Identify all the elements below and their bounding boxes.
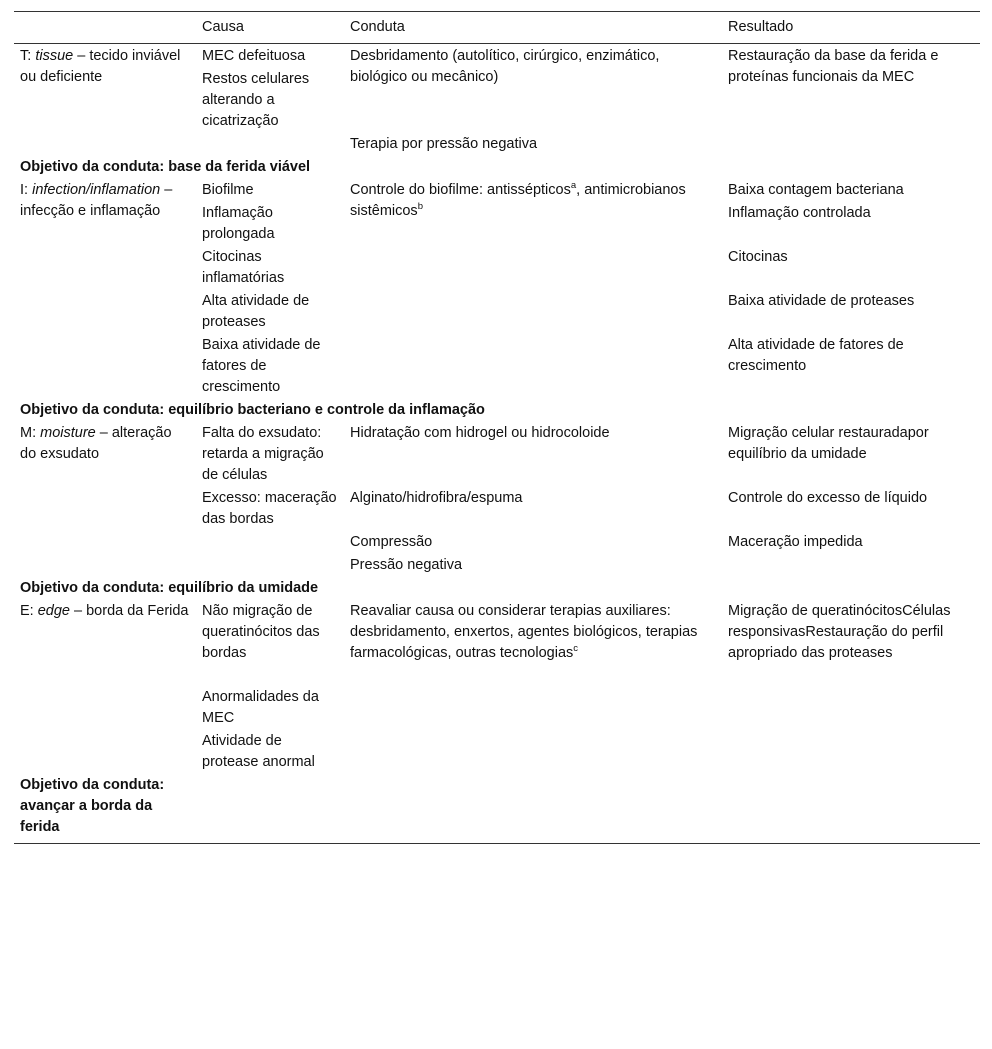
cause-cell: Restos celulares alterando a cicatrização xyxy=(202,71,310,129)
result-cell: Maceração impedida xyxy=(728,534,863,550)
cause-cell: Inflamação prolongada xyxy=(202,205,275,242)
result-cell: Alta atividade de fatores de crescimento xyxy=(728,337,904,374)
table-row xyxy=(14,44,980,69)
row-label-edge: E: edge – borda da Ferida xyxy=(20,603,189,619)
result-cell: Inflamação controlada xyxy=(728,205,871,221)
goal-tissue: Objetivo da conduta: base da ferida viável xyxy=(20,159,311,175)
goal-edge: Objetivo da conduta: avançar a borda da ferida xyxy=(20,777,165,835)
header-col1 xyxy=(14,12,196,44)
table-row xyxy=(14,422,980,487)
result-cell: Citocinas xyxy=(728,249,788,265)
conduct-cell: Terapia por pressão negativa xyxy=(350,136,538,152)
goal-row xyxy=(14,156,980,179)
table-row xyxy=(14,600,980,665)
cause-cell: Baixa atividade de fatores de crescimento xyxy=(202,337,321,395)
conduct-cell: Hidratação com hidrogel ou hidrocoloide xyxy=(350,425,610,441)
header-result: Resultado xyxy=(722,12,980,44)
result-cell: Controle do excesso de líquido xyxy=(728,490,928,506)
cause-cell: Alta atividade de proteases xyxy=(202,293,310,330)
cause-cell: Citocinas inflamatórias xyxy=(202,249,285,286)
result-cell: Migração celular restauradapor equilíbrio da umidade xyxy=(728,425,929,462)
cause-cell: Anormalidades da MEC xyxy=(202,689,319,726)
conduct-cell: Reavaliar causa ou considerar terapias auxiliares: desbridamento, enxertos, agentes biológicos, terapias farmacológicas, outras tecnologias$^c$ xyxy=(350,603,698,661)
wound-management-table xyxy=(14,11,980,844)
table-row xyxy=(14,179,980,202)
cause-cell xyxy=(196,554,344,577)
conduct-cell: Desbridamento (autolítico, cirúrgico, enzimático, biológico ou mecânico) xyxy=(350,48,660,85)
conduct-cell: Pressão negativa xyxy=(350,557,463,573)
table-header-row xyxy=(14,12,980,44)
row-label-infection: I: infection/inflamation – infecção e inflamação xyxy=(20,182,173,219)
result-cell xyxy=(722,133,980,156)
row-label-moisture: M: moisture – alteração do exsudato xyxy=(20,425,172,462)
header-conduct: Conduta xyxy=(344,12,722,44)
conduct-cell: Controle do biofilme: antissépticos$^a$, antimicrobianos sistêmicos$^b$ xyxy=(350,180,686,219)
goal-row xyxy=(14,774,980,844)
goal-row xyxy=(14,577,980,600)
result-cell: Baixa atividade de proteases xyxy=(728,293,915,309)
cause-cell: MEC defeituosa xyxy=(202,48,306,64)
header-cause: Causa xyxy=(196,12,344,44)
conduct-cell: Alginato/hidrofibra/espuma xyxy=(350,490,523,506)
cause-cell: Falta do exsudato: retarda a migração de células xyxy=(202,425,324,483)
cause-cell xyxy=(196,133,344,156)
cause-cell xyxy=(196,531,344,554)
conduct-cell: Compressão xyxy=(350,534,433,550)
goal-moisture: Objetivo da conduta: equilíbrio da umidade xyxy=(20,580,319,596)
cause-cell: Atividade de protease anormal xyxy=(202,733,315,770)
result-cell: Restauração da base da ferida e proteínas funcionais da MEC xyxy=(728,48,939,85)
goal-infection: Objetivo da conduta: equilíbrio bacteriano e controle da inflamação xyxy=(20,402,485,418)
result-cell: Baixa contagem bacteriana xyxy=(728,182,904,198)
cause-cell: Biofilme xyxy=(202,182,254,198)
cause-cell: Não migração de queratinócitos das bordas xyxy=(202,603,320,661)
cause-cell: Excesso: maceração das bordas xyxy=(202,490,337,527)
goal-row xyxy=(14,399,980,422)
row-label-tissue: T: tissue – tecido inviável ou deficiente xyxy=(20,48,181,85)
result-cell: Migração de queratinócitosCélulas responsivasRestauração do perfil apropriado das proteases xyxy=(728,603,951,661)
